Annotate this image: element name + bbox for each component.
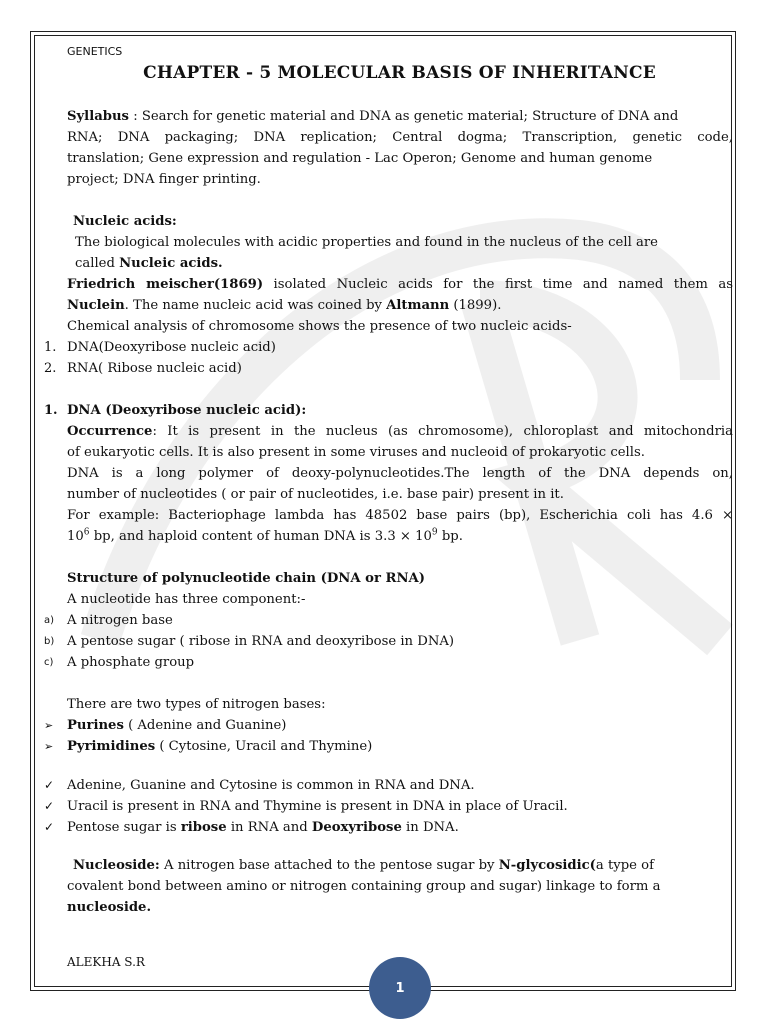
bases-intro: There are two types of nitrogen bases: bbox=[67, 697, 326, 712]
example-text: bp, and haploid content of human DNA is 3.3 × 10 bbox=[89, 529, 432, 544]
occurrence-line: of eukaryotic cells. It is also present in some viruses and nucleoid of prokaryotic cells. bbox=[67, 445, 645, 460]
definition-line: The biological molecules with acidic properties and found in the nucleus of the cell are bbox=[75, 235, 658, 250]
history-text: (1899). bbox=[449, 298, 502, 313]
syllabus-text: : Search for genetic material and DNA as genetic material; Structure of DNA and bbox=[133, 109, 679, 124]
structure-heading bbox=[67, 568, 733, 589]
list-item: A nitrogen base bbox=[67, 613, 173, 628]
example-text: bp. bbox=[437, 529, 463, 544]
exponent: 9 bbox=[431, 527, 438, 538]
check-icon: ✓ bbox=[44, 820, 55, 834]
history-text: . The name nucleic acid was coined by bbox=[124, 298, 387, 313]
section-number: 1. bbox=[44, 403, 58, 418]
example-line: For example: Bacteriophage lambda has 48502 base pairs (bp), Escherichia coli has 4.6 × bbox=[67, 508, 733, 523]
list-text: in DNA. bbox=[401, 820, 459, 835]
list-item: Uracil is present in RNA and Thymine is present in DNA in place of Uracil. bbox=[67, 799, 568, 814]
page-number: 1 bbox=[395, 981, 405, 996]
term-nucleoside: nucleoside. bbox=[67, 900, 152, 915]
exponent: 6 bbox=[83, 527, 90, 538]
scientist-name: Friedrich meischer(1869) bbox=[67, 277, 264, 292]
nucleoside-text: A nitrogen base attached to the pentose sugar by bbox=[159, 858, 499, 873]
history-line bbox=[67, 274, 733, 295]
nucleoside-text: a type of bbox=[595, 858, 654, 873]
history-line bbox=[67, 295, 733, 316]
nucleoside-line: covalent bond between amino or nitrogen containing group and sugar) linkage to form a bbox=[67, 879, 661, 894]
syllabus-line: RNA; DNA packaging; DNA replication; Central dogma; Transcription, genetic code, bbox=[67, 130, 733, 145]
nucleic-acids-heading bbox=[73, 211, 739, 232]
list-marker: a) bbox=[44, 615, 55, 626]
term-n-glycosidic: N-glycosidic( bbox=[498, 858, 596, 873]
arrow-bullet-icon: ➢ bbox=[44, 719, 54, 732]
scientist-name: Altmann bbox=[386, 298, 450, 313]
check-icon: ✓ bbox=[44, 778, 55, 792]
dna-heading bbox=[67, 400, 733, 421]
occurrence-text: : It is present in the nucleus (as chromosome), chloroplast and mitochondria bbox=[152, 424, 733, 439]
occurrence-line bbox=[67, 421, 733, 442]
nucleoside-label: Nucleoside: bbox=[73, 858, 160, 873]
polymer-line: DNA is a long polymer of deoxy-polynucleotides.The length of the DNA depends on, bbox=[67, 466, 733, 481]
definition-term: Nucleic acids. bbox=[119, 256, 223, 271]
list-item: Adenine, Guanine and Cytosine is common in RNA and DNA. bbox=[67, 778, 475, 793]
list-marker: b) bbox=[44, 636, 55, 647]
example-line bbox=[67, 526, 733, 547]
list-text: in RNA and bbox=[226, 820, 312, 835]
term-purines: Purines bbox=[67, 718, 124, 733]
page-number-badge bbox=[369, 957, 431, 1019]
syllabus-line: translation; Gene expression and regulation - Lac Operon; Genome and human genome bbox=[67, 151, 653, 166]
chapter-title: CHAPTER - 5 MOLECULAR BASIS OF INHERITANCE bbox=[143, 63, 656, 83]
list-text: Pentose sugar is bbox=[67, 820, 181, 835]
heading-text: Nucleic acids: bbox=[73, 214, 177, 229]
history-text: isolated Nucleic acids for the first time and named them as bbox=[263, 277, 733, 292]
definition-line bbox=[75, 253, 741, 274]
structure-intro: A nucleotide has three component:- bbox=[67, 592, 306, 607]
list-item bbox=[67, 715, 733, 736]
chemical-analysis-line: Chemical analysis of chromosome shows the presence of two nucleic acids- bbox=[67, 319, 572, 334]
author-name: ALEKHA S.R bbox=[67, 955, 145, 969]
nucleoside-line bbox=[73, 855, 739, 876]
list-marker: 2. bbox=[44, 361, 57, 376]
subject-header: GENETICS bbox=[67, 45, 123, 58]
arrow-bullet-icon: ➢ bbox=[44, 740, 54, 753]
list-item: A pentose sugar ( ribose in RNA and deoxyribose in DNA) bbox=[67, 634, 455, 649]
list-text: ( Cytosine, Uracil and Thymine) bbox=[155, 739, 373, 754]
check-icon: ✓ bbox=[44, 799, 55, 813]
term-pyrimidines: Pyrimidines bbox=[67, 739, 156, 754]
list-item: A phosphate group bbox=[67, 655, 195, 670]
example-text: 10 bbox=[67, 529, 84, 544]
polymer-line: number of nucleotides ( or pair of nucleotides, i.e. base pair) present in it. bbox=[67, 487, 564, 502]
term-ribose: ribose bbox=[180, 820, 227, 835]
syllabus-label: Syllabus bbox=[67, 109, 129, 124]
list-marker: c) bbox=[44, 657, 54, 668]
list-item bbox=[67, 817, 733, 838]
definition-text: called bbox=[75, 256, 120, 271]
list-text: ( Adenine and Guanine) bbox=[123, 718, 287, 733]
heading-text: DNA (Deoxyribose nucleic acid): bbox=[67, 403, 307, 418]
list-marker: 1. bbox=[44, 340, 57, 355]
list-item bbox=[67, 736, 733, 757]
heading-text: Structure of polynucleotide chain (DNA or RNA) bbox=[67, 571, 425, 586]
list-item: RNA( Ribose nucleic acid) bbox=[67, 361, 242, 376]
term-nuclein: Nuclein bbox=[67, 298, 125, 313]
list-item: DNA(Deoxyribose nucleic acid) bbox=[67, 340, 276, 355]
term-deoxyribose: Deoxyribose bbox=[311, 820, 402, 835]
syllabus-line: project; DNA finger printing. bbox=[67, 172, 261, 187]
nucleoside-line bbox=[67, 897, 733, 918]
syllabus-line bbox=[67, 106, 733, 127]
occurrence-label: Occurrence bbox=[67, 424, 153, 439]
